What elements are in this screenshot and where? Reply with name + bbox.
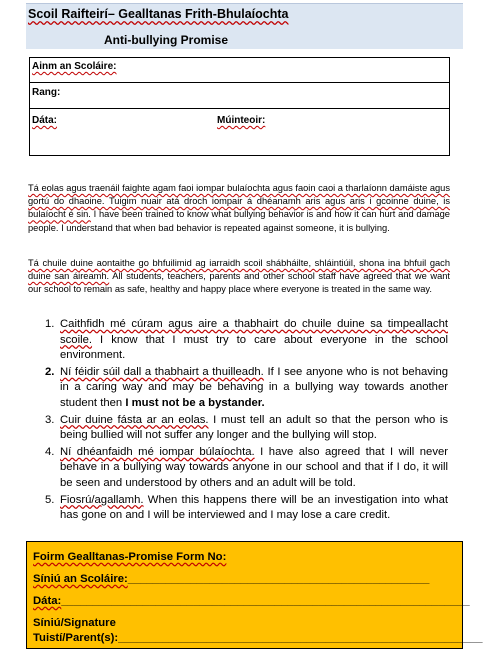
class-label: Rang: [32,87,61,98]
promise-form-box [26,541,483,649]
school-title: Scoil Raifteirí– Gealltanas Frith-Bhulaíochta [28,7,289,21]
student-signature-row [33,573,429,585]
promise-number: 2. [45,365,55,378]
signature-label: Síniú/Signature [33,617,116,629]
parent-signature-line[interactable]: __________________________________________________________ [118,632,483,644]
promise-item [28,365,448,412]
promise-number: 4. [45,445,55,458]
promise-irish: Fiosrú/agallamh. [60,493,144,506]
promise-english: When this happens there will be an investigation into what has gone on and I will be interviewed and I may lose a care credit. [60,493,448,522]
header-banner [26,3,463,49]
promise-irish: Ní féidir súil dall a thabhairt a thuilleadh. [60,365,264,378]
class-row [30,82,449,109]
parent-label: Tuistí/Parent(s): [33,632,119,644]
promise-bold-tail: I must not be a bystander. [125,396,265,409]
form-date-label: Dáta: [33,595,62,607]
intro-paragraph-2-english: All students, teachers, parents and other school staff have agreed that we want our school to remain as safe, healthy and happy place where everyone is treated in the same way. [28,271,451,295]
document-subtitle: Anti-bullying Promise [104,33,229,47]
form-title: Foirm Gealltanas-Promise Form No: [33,551,227,563]
promise-irish: Cuir duine fásta ar an eolas. [60,413,209,426]
promise-item [28,445,448,492]
form-date-line[interactable]: _________________________________________________________________ [61,595,470,607]
promise-item [28,413,448,444]
student-name-row [30,58,449,83]
promise-irish: Ní dhéanfaidh mé iompar búlaíochta. [60,445,255,458]
promise-irish: Caithfidh mé cúram agus aire a thabhairt do chuile duine sa timpeallacht scoile. [60,318,448,346]
intro-paragraph-1 [28,182,450,235]
student-signature-label: Síniú an Scoláire: [33,573,128,585]
teacher-label: Múinteoir: [217,115,266,126]
promise-item [28,493,448,524]
student-signature-line[interactable]: ________________________________________________ [127,573,430,585]
form-date-row [33,595,470,607]
student-info-table [29,57,450,156]
promise-number: 1. [45,318,55,330]
intro-paragraph-1-english: I have been trained to know what bullying behavior is and how it can hurt and damage people. I understand that when bad behavior is repeated against someone, it is bullying. [28,209,450,233]
promise-english: I must tell an adult so that the person who is being bullied will not suffer any longer and the bullying will stop. [60,413,448,442]
intro-paragraph-1-irish: Tá eolas agus traenáil faighte agam faoi iompar bulaíochta agus faoin caoi a tharlaíonn damáiste agus gortú do dhaoine. Tuigim nuair atá droch iompair á dhéanamh aris agus aris i gcoinne duine, is bulaíocht é sin. [28,183,450,220]
intro-paragraph-2 [28,257,450,297]
promise-english: I know that I must try to care about everyone in the school environment. [60,333,448,362]
student-name-label: Ainm an Scoláire: [32,61,117,72]
promise-item [28,317,448,364]
parent-signature-row [33,632,483,644]
promise-list [28,317,448,525]
promise-number: 3. [45,413,55,426]
intro-paragraph-2-irish: Tá chuile duine aontaithe go bhfuilimid ag iarraidh scoil shábháilte, shláintiúil, shona ina bhfuil gach duine san áireamh. [28,258,450,282]
promise-english: If I see anyone who is not behaving in a caring way and may be behaving in a bullying way towards another student then [60,365,449,409]
promise-english: I have also agreed that I will never behave in a bullying way towards anyone in our school and that if I do, it will be seen and understood by others and an adult will be told. [60,445,449,489]
date-label: Dáta: [32,115,58,126]
promise-number: 5. [45,493,55,506]
